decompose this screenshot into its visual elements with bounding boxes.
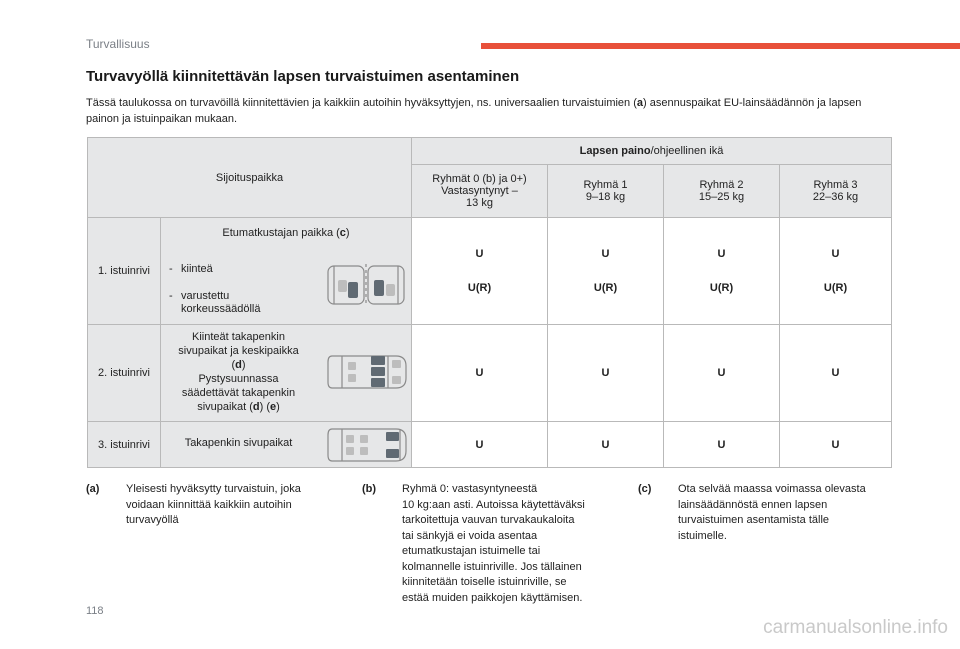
footnote-line: voidaan kiinnittää kaikkiin autoihin: [126, 498, 292, 511]
header-child-weight: [412, 138, 892, 165]
option-height-adjustable: [169, 290, 261, 316]
caption-text: ): [276, 401, 280, 413]
header-seat-position: Sijoituspaikka: [88, 138, 412, 218]
footnote-line: turvaistuimen asentamista tälle: [678, 514, 830, 526]
footnote-b: [362, 482, 642, 606]
seat-caption: [161, 330, 316, 414]
caption-key: d: [252, 401, 260, 413]
footnote-a: [86, 482, 356, 529]
seat-description: [161, 422, 412, 468]
value-adjustable: U(R): [593, 282, 618, 294]
caption-line: sivupaikat ja keskipaikka: [178, 345, 299, 357]
value-cell: U: [412, 422, 548, 468]
value-fixed: U: [601, 248, 610, 260]
value-cell: U: [548, 422, 664, 468]
group-0-line1: Ryhmät 0 (b) ja 0+): [432, 173, 527, 185]
group-2-line2: 15–25 kg: [698, 191, 745, 203]
header-group-0: [412, 165, 548, 218]
value-cell: [780, 218, 892, 325]
table-row: [88, 218, 892, 325]
option-label: [181, 290, 261, 316]
weight-bold: Lapsen paino: [579, 145, 651, 157]
caption-text: (: [231, 359, 236, 371]
caption-line: [161, 400, 316, 414]
caption-text: ) (: [259, 401, 270, 413]
footnote-line: tarkoitettuja vauvan turvakaukaloita: [402, 514, 575, 526]
footnote-line: kolmannelle istuinriville. Jos tällainen: [402, 560, 582, 573]
footnote-key: (c): [638, 483, 652, 495]
option-fixed: [169, 263, 213, 276]
front-seat-car-icon: [326, 262, 406, 308]
intro-paragraph: [86, 95, 894, 127]
page-title: Turvavyöllä kiinnitettävän lapsen turvaistuimen asentaminen: [86, 68, 520, 85]
page-number: 118: [86, 605, 104, 617]
row-label: 1. istuinrivi: [88, 218, 161, 325]
child-seat-table: [87, 137, 892, 468]
value-cell: U: [412, 325, 548, 422]
group-2-line1: Ryhmä 2: [699, 179, 744, 191]
intro-text-2: ) asennuspaikat EU-lainsäädännön ja lapsen painon ja istuinpaikan mukaan.: [86, 97, 862, 125]
intro-key-a: a: [636, 97, 644, 109]
footnote-line: Ryhmä 0: vastasyntyneestä: [402, 483, 538, 495]
footnote-text: [678, 482, 866, 544]
seat-caption: Takapenkin sivupaikat: [184, 437, 293, 449]
caption-text: sivupaikat (: [197, 401, 253, 413]
footnote-key: (b): [362, 483, 377, 495]
value-cell: U: [780, 422, 892, 468]
footnote-line: Ota selvää maassa voimassa olevasta: [678, 483, 866, 495]
watermark: carmanualsonline.info: [763, 617, 948, 638]
value-cell: U: [664, 422, 780, 468]
footnote-key: (a): [86, 483, 100, 495]
row-label: 3. istuinrivi: [88, 422, 161, 468]
caption-line: [161, 358, 316, 372]
caption-line: Kiinteät takapenkin: [192, 331, 285, 343]
footnote-line: istuimelle.: [678, 529, 727, 542]
caption-key: e: [269, 401, 277, 413]
footnote-text: [126, 482, 301, 529]
footnote-line: estää muiden paikkojen käyttämisen.: [402, 591, 583, 604]
option-dash: -: [169, 290, 173, 302]
caption-line: Pystysuunnassa: [198, 373, 279, 385]
value-cell: U: [664, 325, 780, 422]
third-row-car-icon: [326, 425, 408, 465]
footnote-c: [638, 482, 896, 544]
footnote-line: 10 kg:aan asti. Autoissa käytettäväksi: [402, 498, 585, 511]
option-label: kiinteä: [181, 263, 213, 275]
footnote-line: lainsäädännöstä ennen lapsen: [678, 498, 828, 511]
option-line: korkeussäädöllä: [181, 303, 261, 315]
caption-text: ): [241, 359, 246, 371]
value-cell: U: [780, 325, 892, 422]
table-row: [88, 325, 892, 422]
caption-text: Etumatkustajan paikka (: [222, 227, 340, 239]
table-row: [88, 422, 892, 468]
value-adjustable: U(R): [467, 282, 492, 294]
group-3-line2: 22–36 kg: [812, 191, 859, 203]
caption-line: säädettävät takapenkin: [181, 387, 296, 399]
group-0-line3: 13 kg: [466, 197, 493, 209]
second-row-car-icon: [326, 352, 408, 392]
value-adjustable: U(R): [823, 282, 848, 294]
header-accent-bar: [481, 43, 960, 49]
value-cell: [664, 218, 780, 325]
caption-text-end: ): [345, 227, 350, 239]
header-group-2: [664, 165, 780, 218]
footnote-line: etumatkustajan istuimelle tai: [402, 545, 541, 557]
value-cell: U: [548, 325, 664, 422]
footnote-line: tai sänkyjä ei voida asentaa: [402, 529, 538, 542]
header-group-3: [780, 165, 892, 218]
footnote-line: Yleisesti hyväksytty turvaistuin, joka: [126, 483, 301, 495]
caption-key: c: [339, 227, 346, 239]
value-fixed: U: [717, 248, 726, 260]
seat-description: [161, 325, 412, 422]
section-label: Turvallisuus: [86, 37, 150, 51]
weight-rest: /ohjeellinen ikä: [650, 145, 724, 157]
group-1-line1: Ryhmä 1: [583, 179, 628, 191]
group-3-line1: Ryhmä 3: [813, 179, 858, 191]
group-1-line2: 9–18 kg: [585, 191, 626, 203]
group-0-line2: Vastasyntynyt –: [441, 185, 518, 197]
value-cell: [412, 218, 548, 325]
value-adjustable: U(R): [709, 282, 734, 294]
footnote-line: turvavyöllä: [126, 514, 179, 526]
footnote-text: [402, 482, 585, 606]
seat-caption: [161, 227, 411, 239]
footnote-line: kiinnitetään toiselle istuinriville, se: [402, 576, 567, 588]
option-dash: -: [169, 263, 173, 275]
value-fixed: U: [831, 248, 840, 260]
value-fixed: U: [475, 248, 484, 260]
row-label: 2. istuinrivi: [88, 325, 161, 422]
seat-description: [161, 218, 412, 325]
intro-text-1: Tässä taulukossa on turvavöillä kiinnitettävien ja kaikkiin autoihin hyväksyttyjen, ns. universaalien turvaistuimien (: [86, 97, 637, 109]
caption-key: d: [235, 359, 242, 371]
header-group-1: [548, 165, 664, 218]
option-line: varustettu: [181, 290, 230, 302]
value-cell: [548, 218, 664, 325]
